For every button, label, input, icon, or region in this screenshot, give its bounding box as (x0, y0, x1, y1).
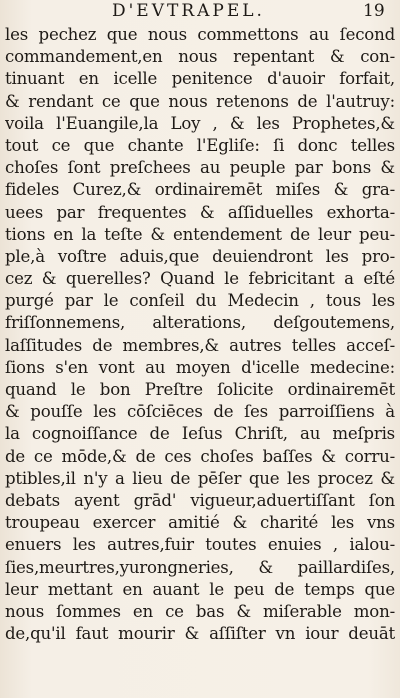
text-line: ſies,meurtres,yurongneries, & paillardiſes, (5, 557, 395, 577)
text-line: & pouſſe les cōſciēces de ſes parroiſſiens à (5, 402, 395, 422)
text-line: ſions s'en vont au moyen d'icelle medecine: (5, 357, 395, 377)
text-line: choſes ſont preſchees au peuple par bons & (5, 158, 395, 178)
text-line: fideles Curez,& ordinairemēt miſes & gra- (5, 180, 395, 200)
text-line: tout ce que chante l'Egliſe: ſi donc telles (5, 135, 395, 155)
text-line: enuers les autres,fuir toutes enuies , ialou- (5, 535, 395, 555)
text-line: commandement,en nous repentant & con- (5, 47, 395, 67)
text-line: tions en la teſte & entendement de leur peu- (5, 224, 395, 244)
text-line: uees par frequentes & aſſiduelles exhorta- (5, 202, 395, 222)
text-line: de ce mōde,& de ces choſes baſſes & corru- (5, 446, 395, 466)
text-line: laſſitudes de membres,& autres telles acceſ- (5, 335, 395, 355)
text-line: la cognoiſſance de Ieſus Chriſt, au meſpris (5, 424, 395, 444)
text-line: de,qu'il faut mourir & aſſiſter vn iour deuāt (5, 624, 395, 644)
text-line: ple,à voſtre aduis,que deuiendront les pro- (5, 246, 395, 266)
running-head: D'EVTRAPEL. (112, 1, 265, 21)
page-header (0, 0, 400, 22)
text-line: troupeau exercer amitié & charité les vns (5, 513, 395, 533)
text-line: voila l'Euangile,la Loy , & les Prophetes,& (5, 113, 395, 133)
text-line: cez & querelles? Quand le febricitant a eſté (5, 269, 395, 289)
text-line: friſſonnemens, alterations, deſgoutemens, (5, 313, 395, 333)
body-text (5, 24, 395, 645)
text-line: quand le bon Preſtre ſolicite ordinairemēt (5, 380, 395, 399)
text-line: debats ayent grād' vigueur,aduertiſſant ſon (5, 490, 395, 510)
text-line: nous ſommes en ce bas & miſerable mon- (5, 601, 395, 621)
text-line: ptibles,il n'y a lieu de pēſer que les procez & (5, 468, 395, 488)
text-line: leur mettant en auant le peu de temps que (5, 579, 395, 599)
page-number: 19 (363, 1, 385, 21)
text-line: purgé par le conſeil du Medecin , tous les (5, 291, 395, 311)
text-line: & rendant ce que nous retenons de l'autruy: (5, 91, 395, 111)
text-line: les pechez que nous commettons au ſecond (5, 25, 395, 44)
text-line: tinuant en icelle penitence d'auoir forfait, (5, 69, 395, 89)
